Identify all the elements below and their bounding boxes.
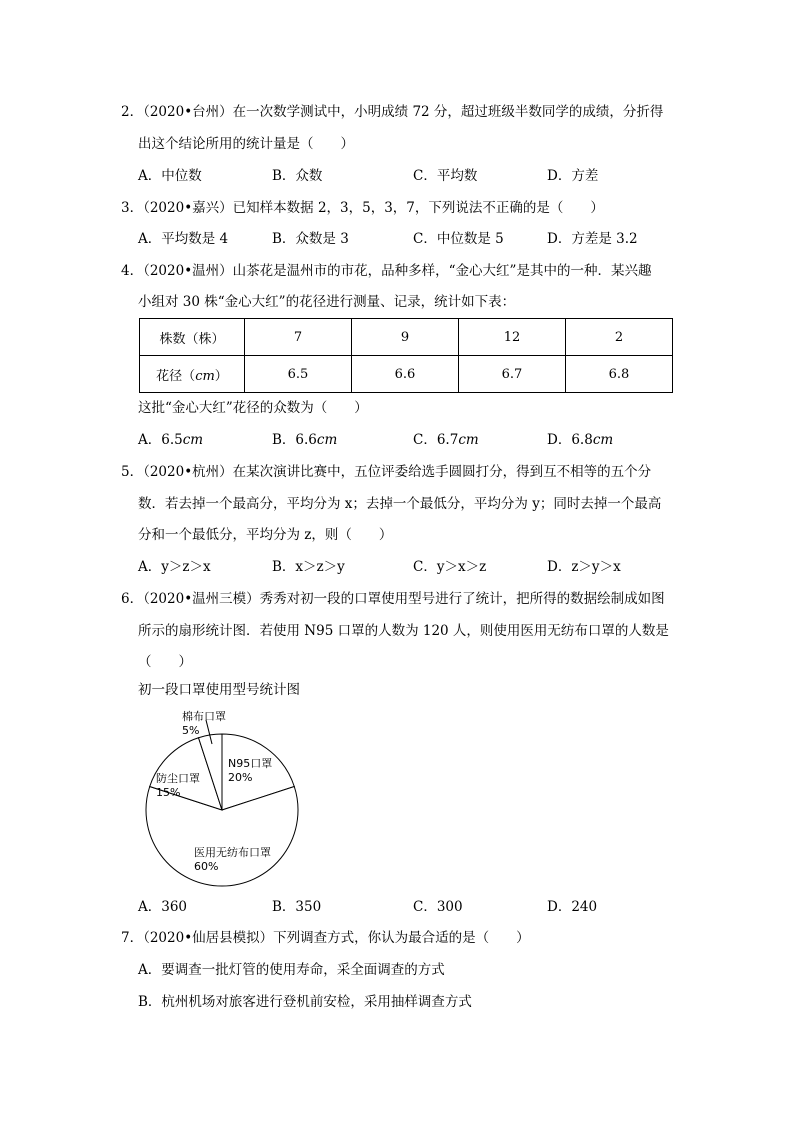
- q4-stem-line1: 4．（2020•温州）山茶花是温州市的市花，品种多样，“金心大红”是其中的一种．某兴趣: [121, 263, 652, 279]
- pie-slices: [146, 734, 298, 886]
- pie-label-percent-n95: 20%: [228, 771, 253, 784]
- option-letter: D．: [547, 432, 572, 448]
- q6-stem-line3: （ ）: [138, 654, 192, 670]
- table-cell: 9: [352, 319, 459, 356]
- pie-label-name-medical-nonwoven: 医用无纺布口罩: [194, 846, 271, 859]
- q4-option-d: [547, 430, 613, 450]
- table-cell: 7: [245, 319, 352, 356]
- chart-title: 初一段口罩使用型号统计图: [138, 682, 300, 698]
- q2-option-b: B．众数: [272, 168, 323, 184]
- flower-diameter-table: [139, 318, 673, 393]
- q4-option-b: [272, 430, 337, 450]
- pie-label-percent-medical-nonwoven: 60%: [194, 860, 219, 873]
- q7-option-a: A．要调查一批灯管的使用寿命，采全面调查的方式: [138, 962, 445, 978]
- option-unit: cm: [458, 432, 479, 448]
- q5-option-d: D．z＞y＞x: [547, 559, 621, 575]
- q4-option-a: [138, 430, 203, 450]
- option-unit: cm: [592, 432, 614, 448]
- option-unit: cm: [182, 432, 204, 448]
- q4-stem-line2: 小组对 30 株“金心大红”的花径进行测量、记录，统计如下表：: [138, 294, 516, 310]
- q4-option-c: [413, 430, 479, 450]
- q2-stem-line2: 出这个结论所用的统计量是（ ）: [138, 136, 354, 152]
- pie-label-name-cotton: 棉布口罩: [182, 710, 226, 723]
- table-cell: 6.7: [459, 356, 566, 393]
- q6-stem-line1: 6．（2020•温州三模）秀秀对初一段的口罩使用型号进行了统计，把所得的数据绘制成如图: [121, 591, 665, 607]
- q6-option-a: A．360: [138, 899, 188, 915]
- pie-label-name-dust: 防尘口罩: [156, 772, 200, 785]
- q6-option-d: D．240: [547, 899, 598, 915]
- q7-option-b: B．杭州机场对旅客进行登机前安检，采用抽样调查方式: [138, 994, 472, 1010]
- option-unit: cm: [316, 432, 338, 448]
- label-unit: cm: [195, 368, 215, 384]
- q3-option-a: A．平均数是 4: [138, 231, 229, 247]
- option-value: 6.8: [571, 432, 593, 448]
- table-row: [140, 356, 673, 393]
- q5-option-a: A．y＞z＞x: [138, 559, 211, 575]
- q6-option-b: B．350: [272, 899, 322, 915]
- option-letter: A．: [138, 432, 162, 448]
- q2-stem-line1: 2．（2020•台州）在一次数学测试中，小明成绩 72 分，超过班级半数同学的成绩，分折得: [121, 104, 664, 120]
- q5-stem-line2: 数．若去掉一个最高分，平均分为 x；去掉一个最低分，平均分为 y；同时去掉一个最高: [138, 496, 662, 512]
- q3-option-c: C．中位数是 5: [413, 231, 504, 247]
- table-row-label: 株数（株）: [140, 319, 245, 356]
- table-cell: 6.8: [566, 356, 673, 393]
- table-row: [140, 319, 673, 356]
- option-value: 6.6: [295, 432, 317, 448]
- q7-stem-line1: 7．（2020•仙居县模拟）下列调查方式，你认为最合适的是（ ）: [121, 930, 530, 946]
- q3-stem-line1: 3．（2020•嘉兴）已知样本数据 2，3，5，3，7，下列说法不正确的是（ ）: [121, 200, 604, 216]
- table-cell: 6.5: [245, 356, 352, 393]
- table-row-label: [140, 356, 245, 393]
- pie-label-percent-dust: 15%: [156, 786, 181, 799]
- option-letter: C．: [413, 432, 437, 448]
- pie-label-percent-cotton: 5%: [182, 724, 200, 737]
- option-value: 6.7: [436, 432, 459, 448]
- label-suffix: ）: [214, 368, 228, 384]
- option-value: 6.5: [161, 432, 183, 448]
- q5-option-c: C．y＞x＞z: [413, 559, 487, 575]
- q5-stem-line3: 分和一个最低分，平均分为 z，则（ ）: [138, 527, 393, 543]
- label-prefix: 花径（: [156, 368, 196, 384]
- pie-label-name-n95: N95口罩: [228, 757, 273, 770]
- option-letter: B．: [272, 432, 296, 448]
- q2-option-a: A．中位数: [138, 168, 202, 184]
- table-cell: 6.6: [352, 356, 459, 393]
- table-cell: 12: [459, 319, 566, 356]
- table-cell: 2: [566, 319, 673, 356]
- q3-option-b: B．众数是 3: [272, 231, 349, 247]
- q6-option-c: C．300: [413, 899, 463, 915]
- q2-option-d: D．方差: [547, 168, 599, 184]
- q5-option-b: B．x＞z＞y: [272, 559, 345, 575]
- q6-stem-line2: 所示的扇形统计图．若使用 N95 口罩的人数为 120 人，则使用医用无纺布口罩的人数是: [138, 623, 669, 639]
- q4-stem-line3: 这批“金心大红”花径的众数为（ ）: [138, 400, 368, 416]
- q2-option-c: C．平均数: [413, 168, 478, 184]
- q5-stem-line1: 5．（2020•杭州）在某次演讲比赛中，五位评委给选手圆圆打分，得到互不相等的五个分: [121, 464, 652, 480]
- mask-type-pie-chart: [140, 700, 310, 890]
- q3-option-d: D．方差是 3.2: [547, 231, 638, 247]
